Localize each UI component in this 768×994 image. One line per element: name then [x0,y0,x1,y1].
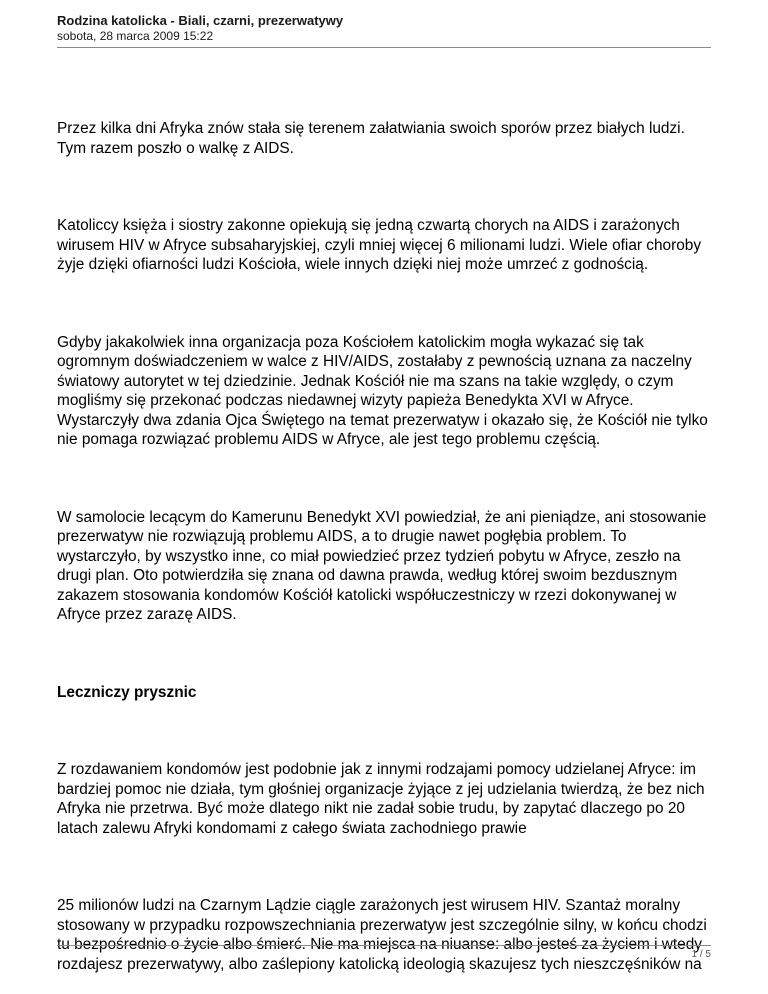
paragraph-5: Z rozdawaniem kondomów jest podobnie jak z innymi rodzajami pomocy udzielanej Afryce: im bardziej pomoc nie działa, tym głośniej organizacje żyjące z jej udzielania twierdzą, że bez nich Afryka nie przetrwa. Być może dlatego nikt nie zadał sobie trudu, by zapytać dlaczego po 20 latach zalewu Afryki kondomami z całego świata zachodniego prawie [57,761,705,837]
page-number: 1 / 5 [691,949,711,960]
document-title: Rodzina katolicka - Biali, czarni, prezerwatywy [57,13,344,28]
paragraph-1: Przez kilka dni Afryka znów stała się terenem załatwiania swoich sporów przez białych ludzi. Tym razem poszło o walkę z AIDS. [57,120,685,157]
footer-divider [57,945,711,946]
article-body [57,119,717,974]
paragraph-2: Katoliccy księża i siostry zakonne opiekują się jedną czwartą chorych na AIDS i zarażonych wirusem HIV w Afryce subsaharyjskiej, czyli mniej więcej 6 milionami ludzi. Wiele ofiar choroby żyje dzięki ofiarności ludzi Kościoła, wiele innych dzięki niej może umrzeć z godnością. [57,217,702,273]
paragraph-3: Gdyby jakakolwiek inna organizacja poza Kościołem katolickim mogła wykazać się tak ogromnym doświadczeniem w walce z HIV/AIDS, zostałaby z pewnością uznana za naczelny światowy autorytet w tej dziedzinie. Jednak Kościół nie ma szans na takie względy, o czym mogliśmy się przekonać podczas niedawnej wizyty papieża Benedykta XVI w Afryce. Wystarczyły dwa zdania Ojca Świętego na temat prezerwatyw i okazało się, że Kościół nie tylko nie pomaga rozwiązać problemu AIDS w Afryce, ale jest tego problemu częścią. [57,333,708,448]
document-date: sobota, 28 marca 2009 15:22 [57,29,214,43]
paragraph-4: W samolocie lecącym do Kamerunu Benedykt XVI powiedział, że ani pieniądze, ani stosowanie prezerwatyw nie rozwiązują problemu AIDS, a to drugie nawet pogłębia problem. To wystarczyło, by wszystko inne, co miał powiedzieć przez tydzień pobytu w Afryce, zeszło na drugi plan. Oto potwierdziła się znana od dawna prawda, według której swoim bezdusznym zakazem stosowania kondomów Kościół katolicki współuczestniczy w rzezi dokonywanej w Afryce przez zarazę AIDS. [57,508,707,623]
document-header [57,13,711,44]
header-divider [57,47,711,48]
section-heading: Leczniczy prysznic [57,683,197,701]
paragraph-6: 25 milionów ludzi na Czarnym Lądzie ciągle zarażonych jest wirusem HIV. Szantaż moralny stosowany w przypadku rozpowszechniania prezerwatyw jest szczególnie silny, w końcu chodzi tu bezpośrednio o życie albo śmierć. Nie ma miejsca na niuanse: albo jesteś za życiem i wtedy rozdajesz prezerwatywy, albo zaślepiony katolicką ideologią skazujesz tych nieszczęśników na [57,897,707,973]
